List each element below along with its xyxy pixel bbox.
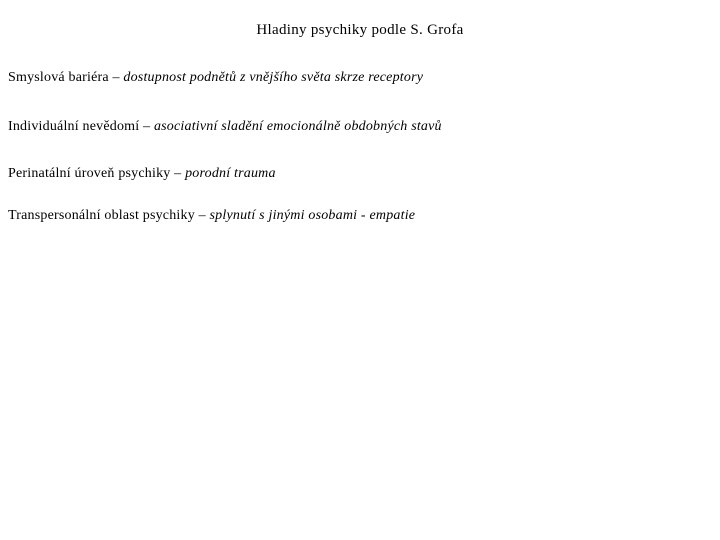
item-separator: –: [108, 70, 124, 85]
item-description: asociativní sladění emocionálně obdobných stavů: [153, 119, 442, 134]
list-item-perinatalni-uroven: [8, 166, 276, 182]
item-term: Transpersonální oblast psychiky: [8, 208, 195, 223]
item-description: porodní trauma: [185, 166, 276, 181]
item-separator: –: [139, 119, 154, 134]
list-item-transpersonalni-oblast: [8, 208, 415, 224]
item-term: Perinatální úroveň psychiky: [8, 166, 171, 181]
list-item-smyslova-bariera: [8, 70, 423, 86]
page-title: Hladiny psychiky podle S. Grofa: [256, 22, 464, 38]
item-term: Individuální nevědomí: [8, 119, 140, 134]
item-description: splynutí s jinými osobami - empatie: [209, 208, 416, 223]
item-separator: –: [194, 208, 210, 223]
list-item-individualni-nevedomi: [8, 119, 442, 135]
item-description: dostupnost podnětů z vnějšího světa skrze receptory: [123, 70, 424, 85]
item-term: Smyslová bariéra: [8, 70, 109, 85]
item-separator: –: [170, 166, 186, 181]
